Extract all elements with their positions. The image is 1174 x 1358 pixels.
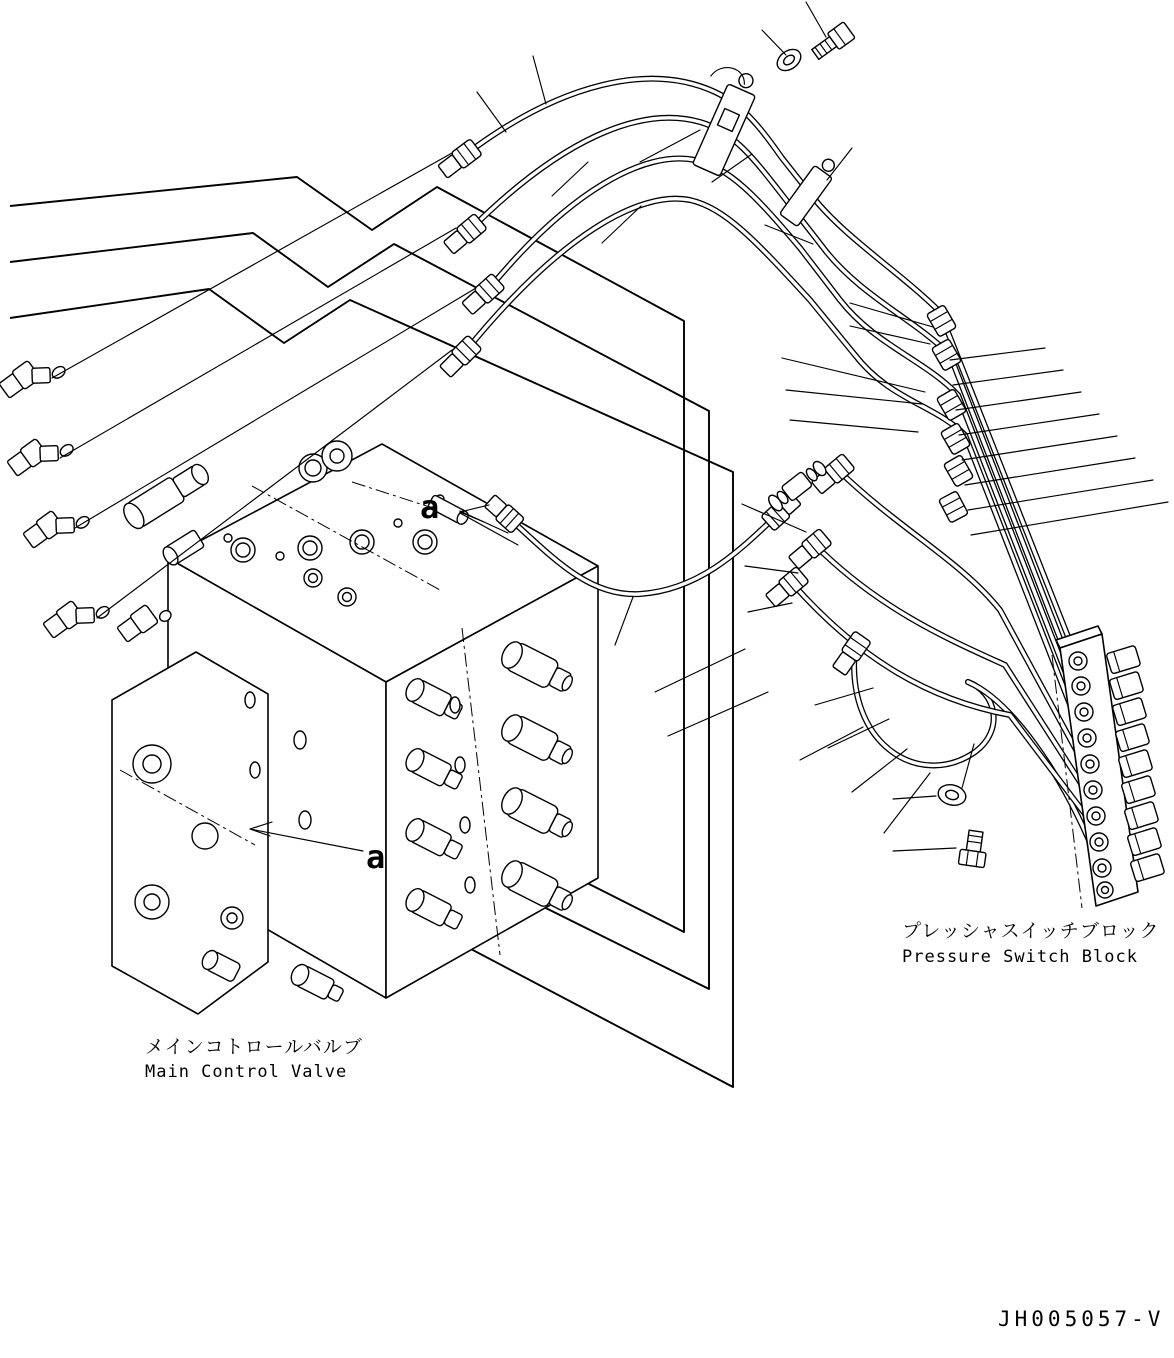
pressure-switch-block-label-jp: プレッシャスイッチブロック [902, 920, 1160, 942]
bolt-and-washer-top [773, 22, 855, 75]
main-control-valve-label-jp: メインコトロールバルブ [145, 1036, 363, 1058]
main-control-valve-label-en: Main Control Valve [145, 1062, 348, 1082]
pressure-switch-block-label-en: Pressure Switch Block [902, 947, 1138, 967]
section-marker-a-bottom: a [366, 838, 386, 876]
section-marker-a-top: a [420, 488, 440, 526]
bolt-and-washer-bottom [936, 782, 989, 868]
drawing-number: JH005057-V [998, 1307, 1165, 1331]
pressure-switch-block-label [902, 920, 1160, 967]
main-control-valve-drawing [112, 441, 598, 1014]
main-control-valve-label [145, 1036, 363, 1082]
